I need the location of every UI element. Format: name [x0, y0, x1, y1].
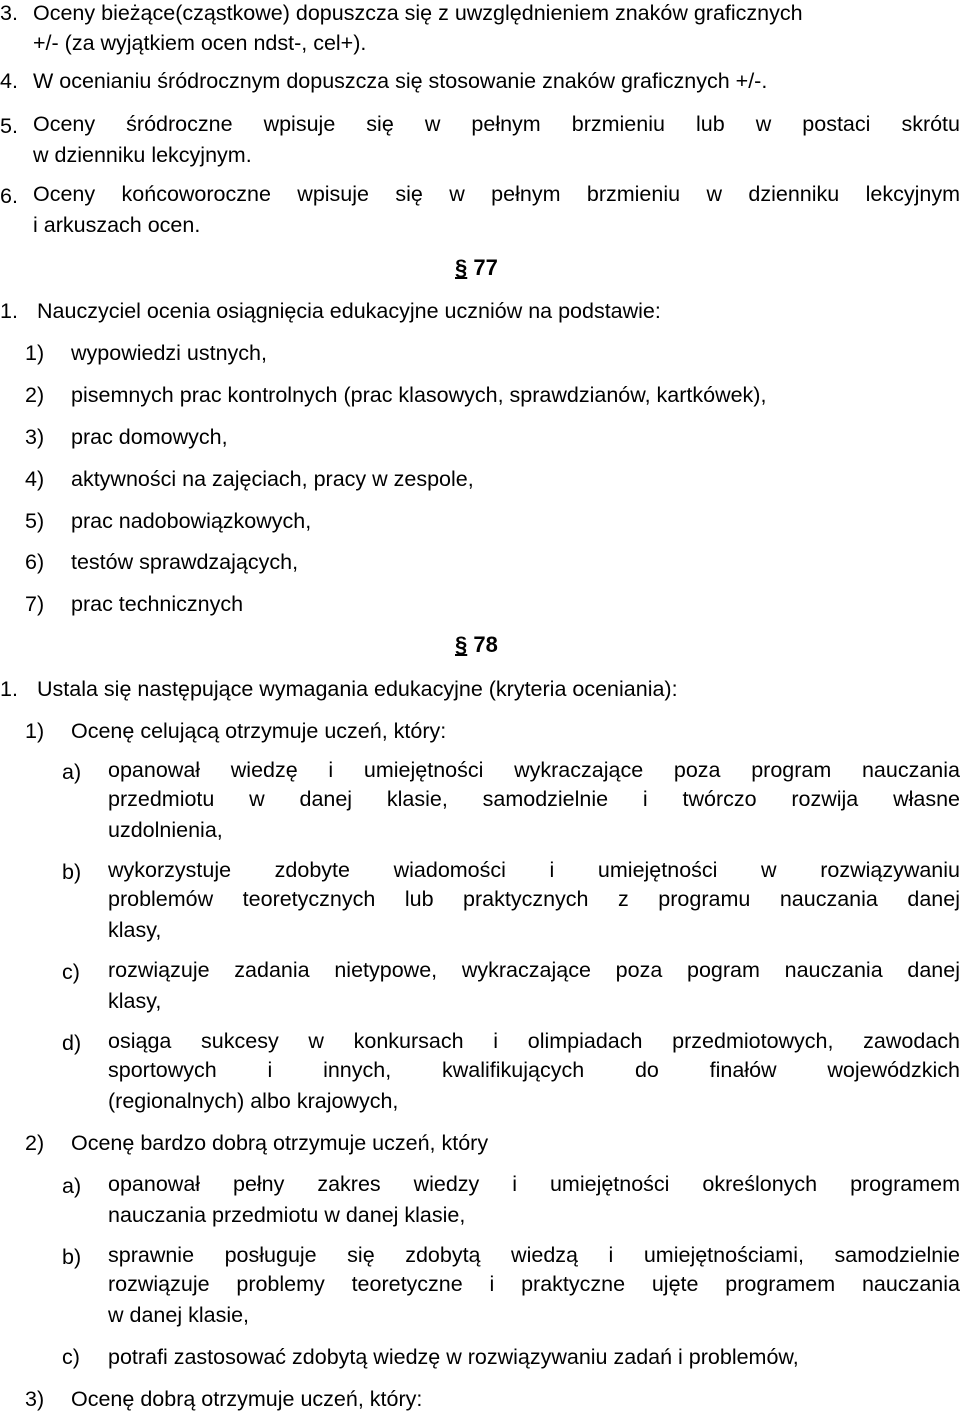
- criterion-line: opanował pełny zakres wiedzy i umiejętności określonych programem: [108, 1172, 960, 1196]
- list-item-number: 1): [25, 341, 45, 365]
- section-78-intro: Ustala się następujące wymagania edukacyjne (kryteria oceniania):: [37, 677, 678, 701]
- list-item: testów sprawdzających,: [71, 550, 299, 574]
- list-item: pisemnych prac kontrolnych (prac klasowych, sprawdzianów, kartkówek),: [71, 383, 767, 407]
- criterion-line: osiąga sukcesy w konkursach i olimpiadach przedmiotowych, zawodach: [108, 1029, 960, 1053]
- item-text-line: W ocenianiu śródrocznym dopuszcza się stosowanie znaków graficznych +/-.: [33, 69, 768, 93]
- list-item: prac technicznych: [71, 592, 244, 616]
- criterion-line: sprawnie posługuje się zdobytą wiedzą i umiejętnościami, samodzielnie: [108, 1243, 960, 1267]
- item-text-line: w dzienniku lekcyjnym.: [33, 143, 252, 167]
- criterion-line: rozwiązuje problemy teoretyczne i praktyczne ujęte programem nauczania: [108, 1272, 960, 1296]
- criterion-line: klasy,: [108, 918, 162, 942]
- item-number: 3.: [0, 1, 18, 25]
- list-item: aktywności na zajęciach, pracy w zespole,: [71, 467, 474, 491]
- criterion-line: problemów teoretycznych lub praktycznych z programu nauczania danej: [108, 887, 960, 911]
- criterion-letter: a): [62, 760, 82, 784]
- criterion-line: w danej klasie,: [108, 1303, 250, 1327]
- section-sign: §: [455, 632, 468, 657]
- section-77-intro-number: 1.: [0, 299, 18, 323]
- list-item-number: 5): [25, 509, 45, 533]
- criterion-line: uzdolnienia,: [108, 818, 223, 842]
- list-item: wypowiedzi ustnych,: [71, 341, 267, 365]
- item-text-line: i arkuszach ocen.: [33, 213, 201, 237]
- list-item-number: 7): [25, 592, 45, 616]
- list-item: prac domowych,: [71, 425, 228, 449]
- criterion-letter: b): [62, 860, 82, 884]
- section-heading-78: [455, 631, 498, 659]
- criterion-letter: a): [62, 1174, 82, 1198]
- section-heading-77: [455, 254, 498, 282]
- criterion-line: wykorzystuje zdobyte wiadomości i umiejętności w rozwiązywaniu: [108, 858, 960, 882]
- section-number: 78: [473, 632, 498, 657]
- item-text-line: Oceny bieżące(cząstkowe) dopuszcza się z uwzględnieniem znaków graficznych: [33, 1, 803, 25]
- criterion-line: opanował wiedzę i umiejętności wykraczające poza program nauczania: [108, 758, 960, 782]
- grade-heading: Ocenę bardzo dobrą otrzymuje uczeń, który: [71, 1131, 489, 1155]
- section-77-intro: Nauczyciel ocenia osiągnięcia edukacyjne uczniów na podstawie:: [37, 299, 661, 323]
- item-number: 4.: [0, 69, 18, 93]
- list-item: prac nadobowiązkowych,: [71, 509, 312, 533]
- item-number: 6.: [0, 184, 18, 208]
- criterion-line: przedmiotu w danej klasie, samodzielnie i twórczo rozwija własne: [108, 787, 960, 811]
- item-text-line: +/- (za wyjątkiem ocen ndst-, cel+).: [33, 31, 367, 55]
- criterion-letter: b): [62, 1245, 82, 1269]
- criterion-line: sportowych i innych, kwalifikujących do finałów wojewódzkich: [108, 1058, 960, 1082]
- list-item-number: 6): [25, 550, 45, 574]
- criterion-line: klasy,: [108, 989, 162, 1013]
- list-item-number: 4): [25, 467, 45, 491]
- list-item-number: 2): [25, 383, 45, 407]
- item-number: 5.: [0, 114, 18, 138]
- criterion-letter: c): [62, 1345, 80, 1369]
- grade-heading: Ocenę celującą otrzymuje uczeń, który:: [71, 719, 447, 743]
- criterion-letter: c): [62, 960, 80, 984]
- item-text-line: Oceny końcoworoczne wpisuje się w pełnym brzmieniu w dzienniku lekcyjnym: [33, 182, 960, 206]
- grade-heading: Ocenę dobrą otrzymuje uczeń, który:: [71, 1387, 423, 1411]
- grade-number: 3): [25, 1387, 45, 1411]
- section-sign: §: [455, 255, 468, 280]
- section-78-intro-number: 1.: [0, 677, 18, 701]
- grade-number: 1): [25, 719, 45, 743]
- criterion-line: nauczania przedmiotu w danej klasie,: [108, 1203, 466, 1227]
- criterion-line: rozwiązuje zadania nietypowe, wykraczające poza pogram nauczania danej: [108, 958, 960, 982]
- item-text-line: Oceny śródroczne wpisuje się w pełnym brzmieniu lub w postaci skrótu: [33, 112, 960, 136]
- criterion-letter: d): [62, 1031, 82, 1055]
- list-item-number: 3): [25, 425, 45, 449]
- criterion-line: potrafi zastosować zdobytą wiedzę w rozwiązywaniu zadań i problemów,: [108, 1345, 799, 1369]
- criterion-line: (regionalnych) albo krajowych,: [108, 1089, 399, 1113]
- section-number: 77: [473, 255, 498, 280]
- grade-number: 2): [25, 1131, 45, 1155]
